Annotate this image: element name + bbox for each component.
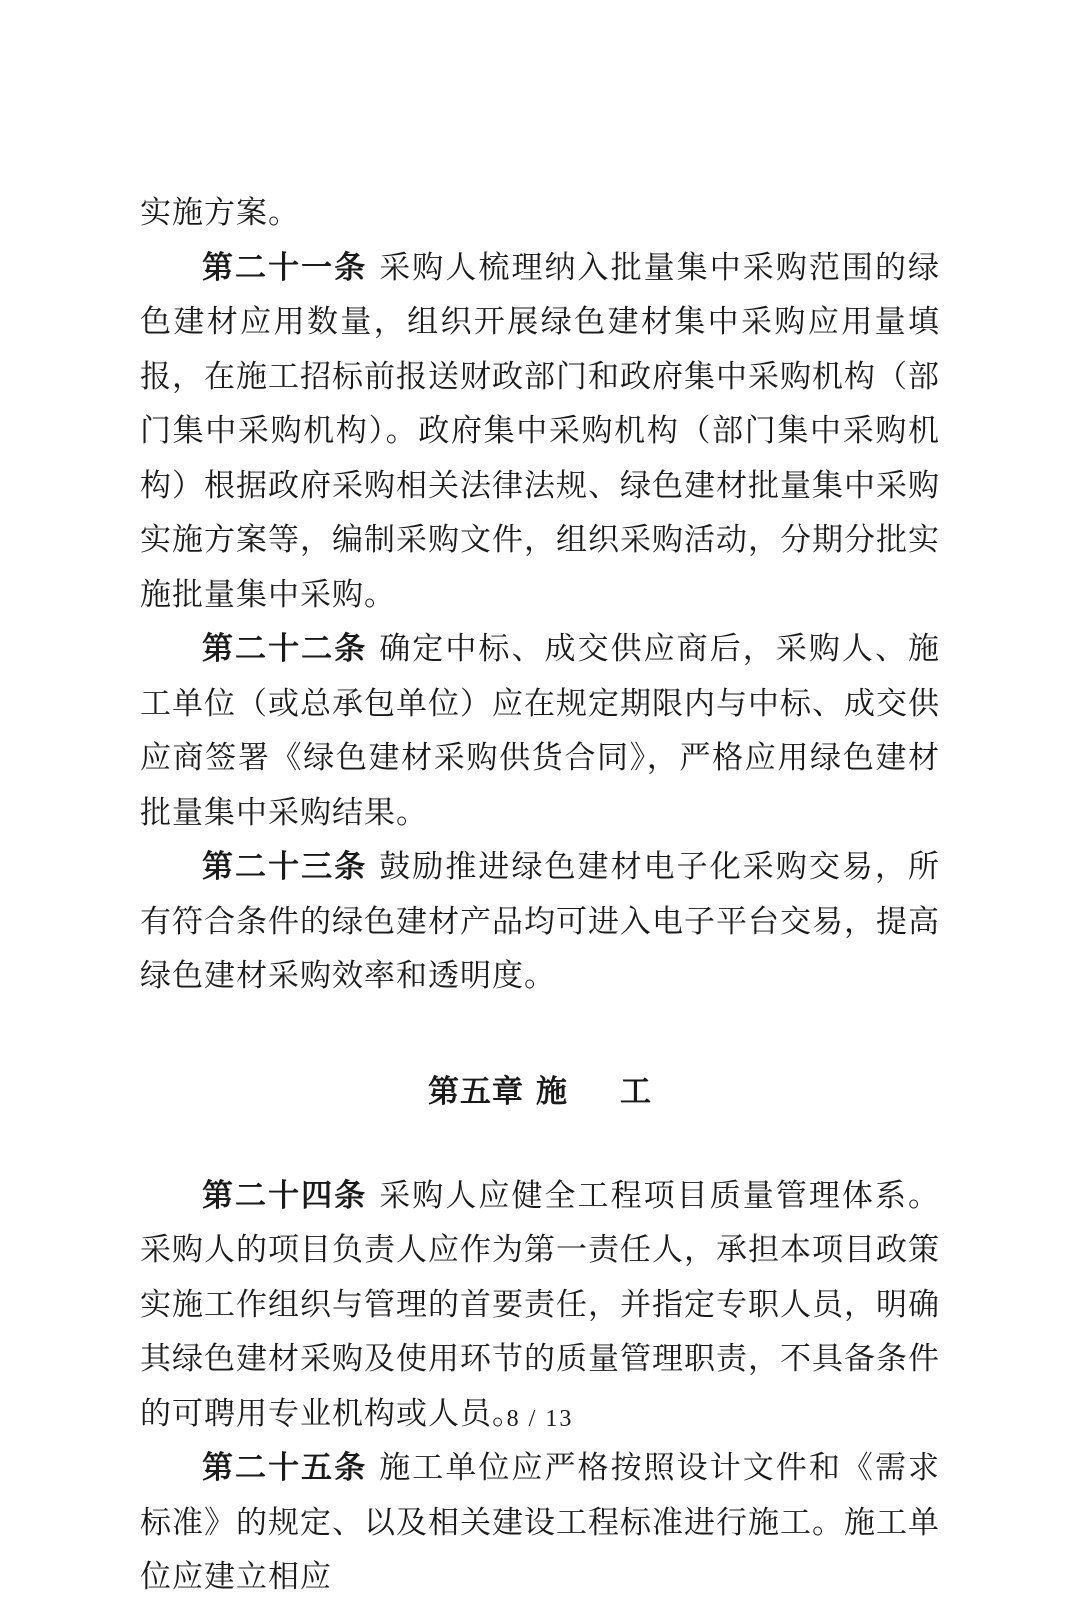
article-number: 第二十一条 — [202, 249, 368, 286]
document-body — [140, 186, 940, 1605]
article-number: 第二十五条 — [202, 1450, 368, 1486]
chapter-title-part1: 施 — [536, 1073, 568, 1110]
article-text: 采购人梳理纳入批量集中采购范围的绿色建材应用数量，组织开展绿色建材集中采购应用量填报，在施工招标前报送财政部门和政府集中采购机构（部门集中采购机构）。政府集中采购机构（部门集中采购机构）根据政府采购相关法律法规、绿色建材批量集中采购实施方案等，编制采购文件，组织采购活动，分期分批实施批量集中采购。 — [140, 249, 941, 613]
article-22 — [140, 622, 940, 840]
article-25 — [140, 1441, 940, 1605]
chapter-title-part2: 工 — [620, 1073, 652, 1110]
paragraph-text: 实施方案。 — [140, 195, 300, 231]
article-text: 鼓励推进绿色建材电子化采购交易，所有符合条件的绿色建材产品均可进入电子平台交易，提高绿色建材采购效率和透明度。 — [140, 849, 941, 994]
page-number: 8 / 13 — [506, 1406, 574, 1432]
chapter-heading — [140, 1066, 940, 1111]
article-text: 确定中标、成交供应商后，采购人、施工单位（或总承包单位）应在规定期限内与中标、成交供应商签署《绿色建材采购供货合同》，严格应用绿色建材批量集中采购结果。 — [140, 631, 941, 831]
article-23 — [140, 840, 940, 1004]
chapter-number: 第五章 — [428, 1073, 524, 1110]
article-number: 第二十三条 — [202, 849, 368, 885]
article-21 — [140, 241, 940, 623]
article-24 — [140, 1169, 940, 1442]
paragraph-continuation — [140, 186, 940, 241]
article-text: 采购人应健全工程项目质量管理体系。采购人的项目负责人应作为第一责任人，承担本项目政策实施工作组织与管理的首要责任，并指定专职人员，明确其绿色建材采购及使用环节的质量管理职责，不具备条件的可聘用专业机构或人员。 — [140, 1177, 941, 1432]
article-text: 施工单位应严格按照设计文件和《需求标准》的规定、以及相关建设工程标准进行施工。施工单位应建立相应 — [140, 1450, 941, 1595]
article-number: 第二十二条 — [202, 631, 368, 667]
article-number: 第二十四条 — [202, 1177, 368, 1214]
